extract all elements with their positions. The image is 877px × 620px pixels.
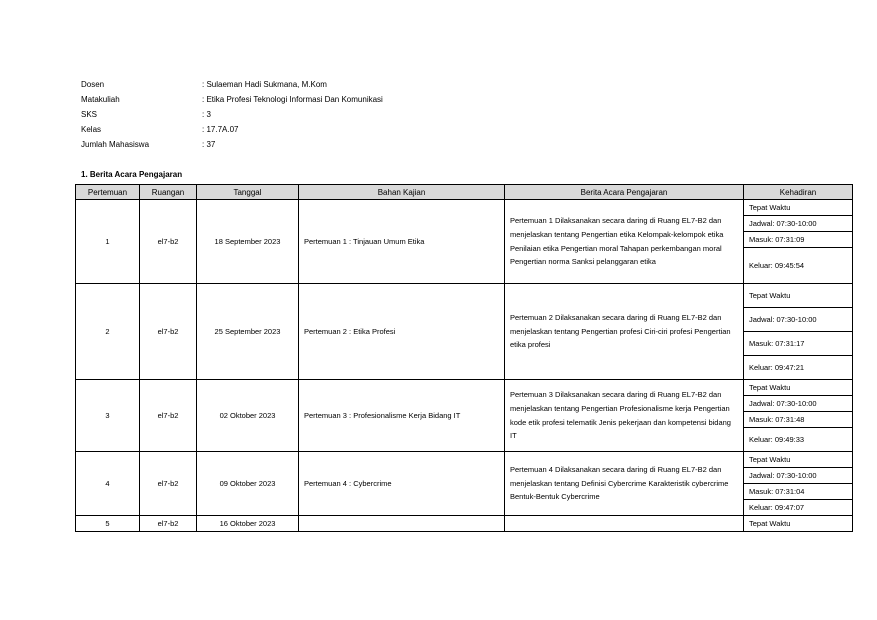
cell-bahan-kajian: Pertemuan 4 : Cybercrime — [299, 452, 505, 516]
info-value: : Etika Profesi Teknologi Informasi Dan Komunikasi — [202, 95, 383, 104]
cell-jadwal: Jadwal: 07:30-10:00 — [744, 308, 853, 332]
cell-tanggal: 25 September 2023 — [197, 284, 299, 380]
cell-keluar: Keluar: 09:45:54 — [744, 248, 853, 284]
header-berita-acara: Berita Acara Pengajaran — [505, 185, 744, 200]
cell-tanggal: 09 Oktober 2023 — [197, 452, 299, 516]
info-label: Jumlah Mahasiswa — [81, 140, 150, 149]
info-value: : 37 — [202, 140, 216, 149]
cell-ruangan: el7-b2 — [140, 380, 197, 452]
cell-masuk: Masuk: 07:31:17 — [744, 332, 853, 356]
info-sks — [81, 107, 383, 122]
cell-bahan-kajian: Pertemuan 1 : Tinjauan Umum Etika — [299, 200, 505, 284]
table-row — [76, 516, 853, 532]
cell-berita-acara: Pertemuan 1 Dilaksanakan secara daring di Ruang EL7-B2 dan menjelaskan tentang Pengertian etika Kelompak-kelompok etika Penilaian etika Pengertian moral Tahapan perkembangan moral Pengertian norma Sanksi pelanggaran etika — [505, 200, 744, 284]
cell-ruangan: el7-b2 — [140, 284, 197, 380]
cell-pertemuan: 5 — [76, 516, 140, 532]
table-row — [76, 452, 853, 468]
cell-status: Tepat Waktu — [744, 452, 853, 468]
info-label: SKS — [81, 110, 98, 119]
info-label: Matakuliah — [81, 95, 120, 104]
info-kelas — [81, 122, 383, 137]
info-value: : 3 — [202, 110, 211, 119]
cell-berita-acara: Pertemuan 3 Dilaksanakan secara daring di Ruang EL7-B2 dan menjelaskan tentang Pengertian Profesionalisme kerja Pengertian kode etik profesi telematik Jenis pekerjaan dan kompetensi bidang IT — [505, 380, 744, 452]
info-value: : 17.7A.07 — [202, 125, 239, 134]
cell-status: Tepat Waktu — [744, 380, 853, 396]
cell-masuk: Masuk: 07:31:09 — [744, 232, 853, 248]
cell-bahan-kajian — [299, 516, 505, 532]
cell-jadwal: Jadwal: 07:30-10:00 — [744, 216, 853, 232]
table-header-row — [76, 185, 853, 200]
cell-pertemuan: 4 — [76, 452, 140, 516]
cell-bahan-kajian: Pertemuan 3 : Profesionalisme Kerja Bidang IT — [299, 380, 505, 452]
cell-keluar: Keluar: 09:49:33 — [744, 428, 853, 452]
cell-tanggal: 18 September 2023 — [197, 200, 299, 284]
cell-status: Tepat Waktu — [744, 284, 853, 308]
cell-masuk: Masuk: 07:31:48 — [744, 412, 853, 428]
cell-berita-acara: Pertemuan 4 Dilaksanakan secara daring di Ruang EL7-B2 dan menjelaskan tentang Definisi Cybercrime Karakteristik cybercrime Bentuk-Bentuk Cybercrime — [505, 452, 744, 516]
cell-pertemuan: 2 — [76, 284, 140, 380]
header-tanggal: Tanggal — [197, 185, 299, 200]
cell-berita-acara: Pertemuan 2 Dilaksanakan secara daring di Ruang EL7-B2 dan menjelaskan tentang Pengertian profesi Ciri-ciri profesi Pengertian etika profesi — [505, 284, 744, 380]
info-label: Dosen — [81, 80, 105, 89]
cell-tanggal: 02 Oktober 2023 — [197, 380, 299, 452]
info-matakuliah — [81, 92, 383, 107]
info-label: Kelas — [81, 125, 102, 134]
header-ruangan: Ruangan — [140, 185, 197, 200]
berita-acara-table — [75, 184, 853, 532]
cell-ruangan: el7-b2 — [140, 200, 197, 284]
cell-keluar: Keluar: 09:47:07 — [744, 500, 853, 516]
course-info — [81, 77, 383, 152]
table-row — [76, 284, 853, 308]
table-row — [76, 200, 853, 216]
cell-keluar: Keluar: 09:47:21 — [744, 356, 853, 380]
header-pertemuan: Pertemuan — [76, 185, 140, 200]
cell-jadwal: Jadwal: 07:30-10:00 — [744, 396, 853, 412]
cell-tanggal: 16 Oktober 2023 — [197, 516, 299, 532]
table-row — [76, 380, 853, 396]
cell-bahan-kajian: Pertemuan 2 : Etika Profesi — [299, 284, 505, 380]
header-kehadiran: Kehadiran — [744, 185, 853, 200]
info-dosen — [81, 77, 383, 92]
info-value: : Sulaeman Hadi Sukmana, M.Kom — [202, 80, 327, 89]
section-title: 1. Berita Acara Pengajaran — [81, 170, 183, 179]
cell-berita-acara — [505, 516, 744, 532]
cell-pertemuan: 3 — [76, 380, 140, 452]
cell-status: Tepat Waktu — [744, 200, 853, 216]
cell-jadwal: Jadwal: 07:30-10:00 — [744, 468, 853, 484]
cell-pertemuan: 1 — [76, 200, 140, 284]
cell-ruangan: el7-b2 — [140, 516, 197, 532]
header-bahan-kajian: Bahan Kajian — [299, 185, 505, 200]
info-jumlah-mahasiswa — [81, 137, 383, 152]
cell-masuk: Masuk: 07:31:04 — [744, 484, 853, 500]
cell-status: Tepat Waktu — [744, 516, 853, 532]
cell-ruangan: el7-b2 — [140, 452, 197, 516]
